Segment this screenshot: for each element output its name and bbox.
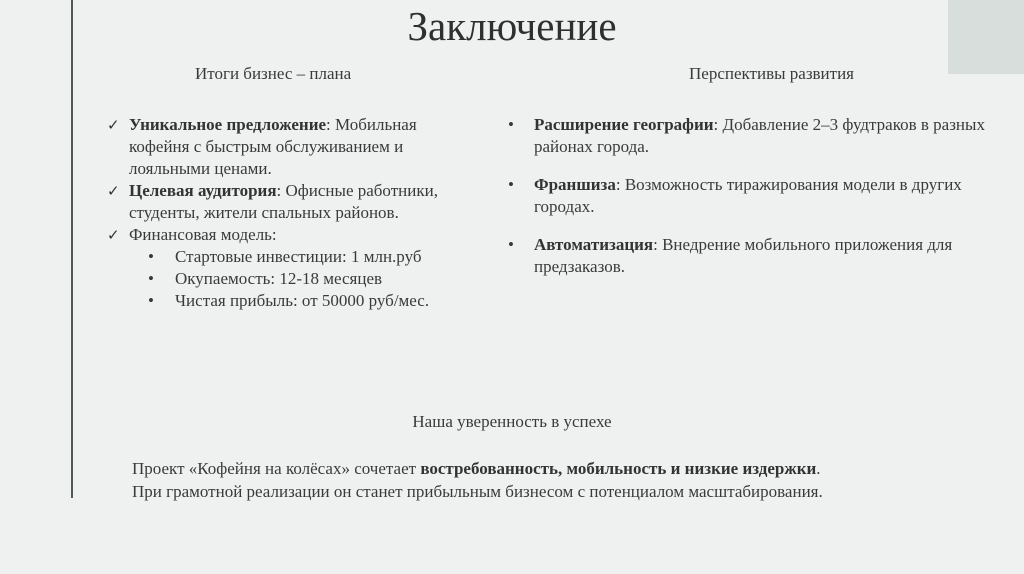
list-item xyxy=(129,290,477,312)
summary-list xyxy=(107,114,477,312)
bullet-icon: • xyxy=(148,291,154,310)
item-text: : Возможность тиражирования модели в других городах. xyxy=(534,175,962,216)
item-text: Стартовые инвестиции: 1 млн.руб xyxy=(175,247,422,266)
line-text: . xyxy=(816,459,821,478)
item-label: Франшиза xyxy=(534,175,616,194)
item-text: : Мобильная кофейня с быстрым обслуживанием и лояльными ценами. xyxy=(129,115,417,178)
item-text: Финансовая модель: xyxy=(129,225,277,244)
item-label: Расширение географии xyxy=(534,115,714,134)
list-item xyxy=(107,114,477,180)
item-text: Окупаемость: 12-18 месяцев xyxy=(175,269,383,288)
bullet-icon: • xyxy=(508,175,514,194)
list-item xyxy=(129,246,477,268)
bullet-icon: • xyxy=(508,115,514,134)
list-item xyxy=(107,180,477,224)
financial-sublist xyxy=(129,246,477,312)
list-item xyxy=(107,224,477,312)
checkmark-icon: ✓ xyxy=(107,226,120,244)
confidence-line-2: При грамотной реализации он станет прибыльным бизнесом с потенциалом масштабирования. xyxy=(132,482,823,501)
item-label: Уникальное предложение xyxy=(129,115,327,134)
bullet-icon: • xyxy=(148,269,154,288)
prospects-heading: Перспективы развития xyxy=(689,64,855,83)
summary-heading: Итоги бизнес – плана xyxy=(195,64,352,83)
item-label: Целевая аудитория xyxy=(129,181,277,200)
confidence-line-1 xyxy=(132,457,1012,480)
list-item xyxy=(506,234,1024,278)
confidence-text xyxy=(132,457,1012,503)
item-text: : Офисные работники, студенты, жители спальных районов. xyxy=(129,181,438,222)
bullet-icon: • xyxy=(508,235,514,254)
confidence-heading: Наша уверенность в успехе xyxy=(412,412,612,431)
item-text: : Внедрение мобильного приложения для предзаказов. xyxy=(534,235,953,276)
item-text: : Добавление 2–3 фудтраков в разных районах города. xyxy=(534,115,985,156)
line-bold: востребованность, мобильность и низкие издержки xyxy=(420,459,817,478)
list-item xyxy=(506,174,1024,218)
list-item xyxy=(506,114,1024,158)
line-text: Проект «Кофейня на колёсах» сочетает xyxy=(132,459,421,478)
item-text: Чистая прибыль: от 50000 руб/мес. xyxy=(175,291,430,310)
checkmark-icon: ✓ xyxy=(107,116,120,134)
prospects-list xyxy=(506,114,1024,294)
list-item xyxy=(129,268,477,290)
bullet-icon: • xyxy=(148,247,154,266)
checkmark-icon: ✓ xyxy=(107,182,120,200)
item-label: Автоматизация xyxy=(534,235,654,254)
slide-title: Заключение xyxy=(407,3,617,49)
